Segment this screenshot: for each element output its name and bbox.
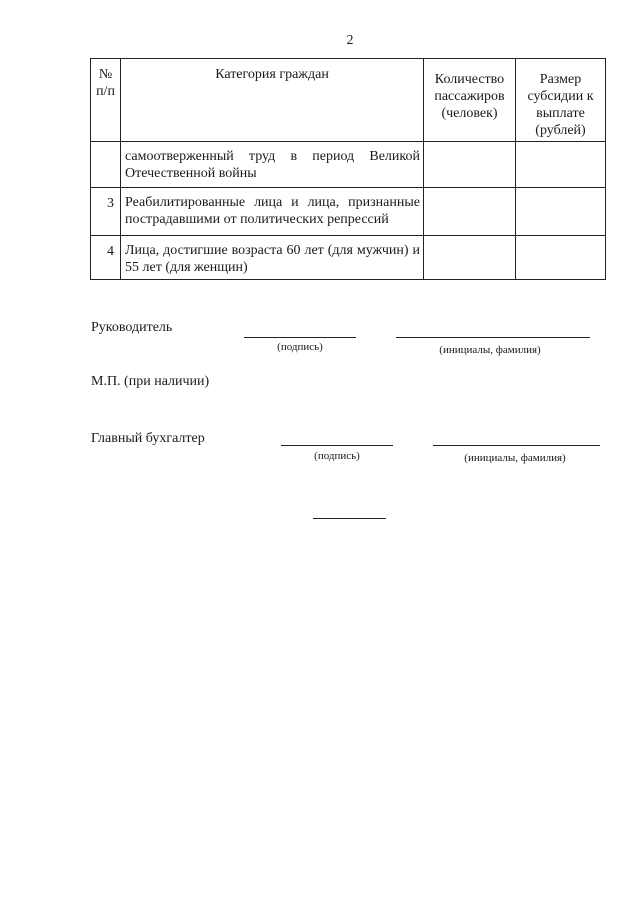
row-subsidy [516, 236, 606, 280]
row-category: Реабилитированные лица и лица, признанные пострадавшими от политических репрессий [121, 188, 424, 236]
accountant-name-caption: (инициалы, фамилия) [464, 452, 566, 464]
accountant-label: Главный бухгалтер [91, 431, 205, 446]
row-quantity [424, 188, 516, 236]
row-category: Лица, достигшие возраста 60 лет (для мужчин) и 55 лет (для женщин) [121, 236, 424, 280]
head-name-caption: (инициалы, фамилия) [439, 344, 541, 356]
accountant-name-line [433, 445, 600, 446]
table-row [91, 188, 606, 236]
row-quantity [424, 142, 516, 188]
subsidy-table [90, 58, 606, 280]
head-label: Руководитель [91, 320, 173, 335]
accountant-signature-caption: (подпись) [314, 450, 360, 462]
head-name-line [396, 337, 590, 338]
page-number: 2 [346, 33, 354, 48]
row-subsidy [516, 142, 606, 188]
row-category: самоотверженный труд в период Великой Отечественной войны [121, 142, 424, 188]
table-header-row [91, 59, 606, 142]
accountant-signature-line [281, 445, 393, 446]
closing-line [313, 518, 386, 519]
header-subsidy: Размер субсидии к выплате (рублей) [516, 59, 606, 142]
row-num: 3 [91, 188, 121, 236]
row-subsidy [516, 188, 606, 236]
head-signature-line [244, 337, 356, 338]
table-row [91, 236, 606, 280]
row-quantity [424, 236, 516, 280]
stamp-label: М.П. (при наличии) [91, 374, 210, 389]
row-num [91, 142, 121, 188]
header-num: № п/п [91, 59, 121, 142]
row-num: 4 [91, 236, 121, 280]
table-row [91, 142, 606, 188]
head-signature-caption: (подпись) [277, 341, 323, 353]
header-quantity: Количество пассажиров (человек) [424, 59, 516, 142]
header-category: Категория граждан [121, 59, 424, 142]
